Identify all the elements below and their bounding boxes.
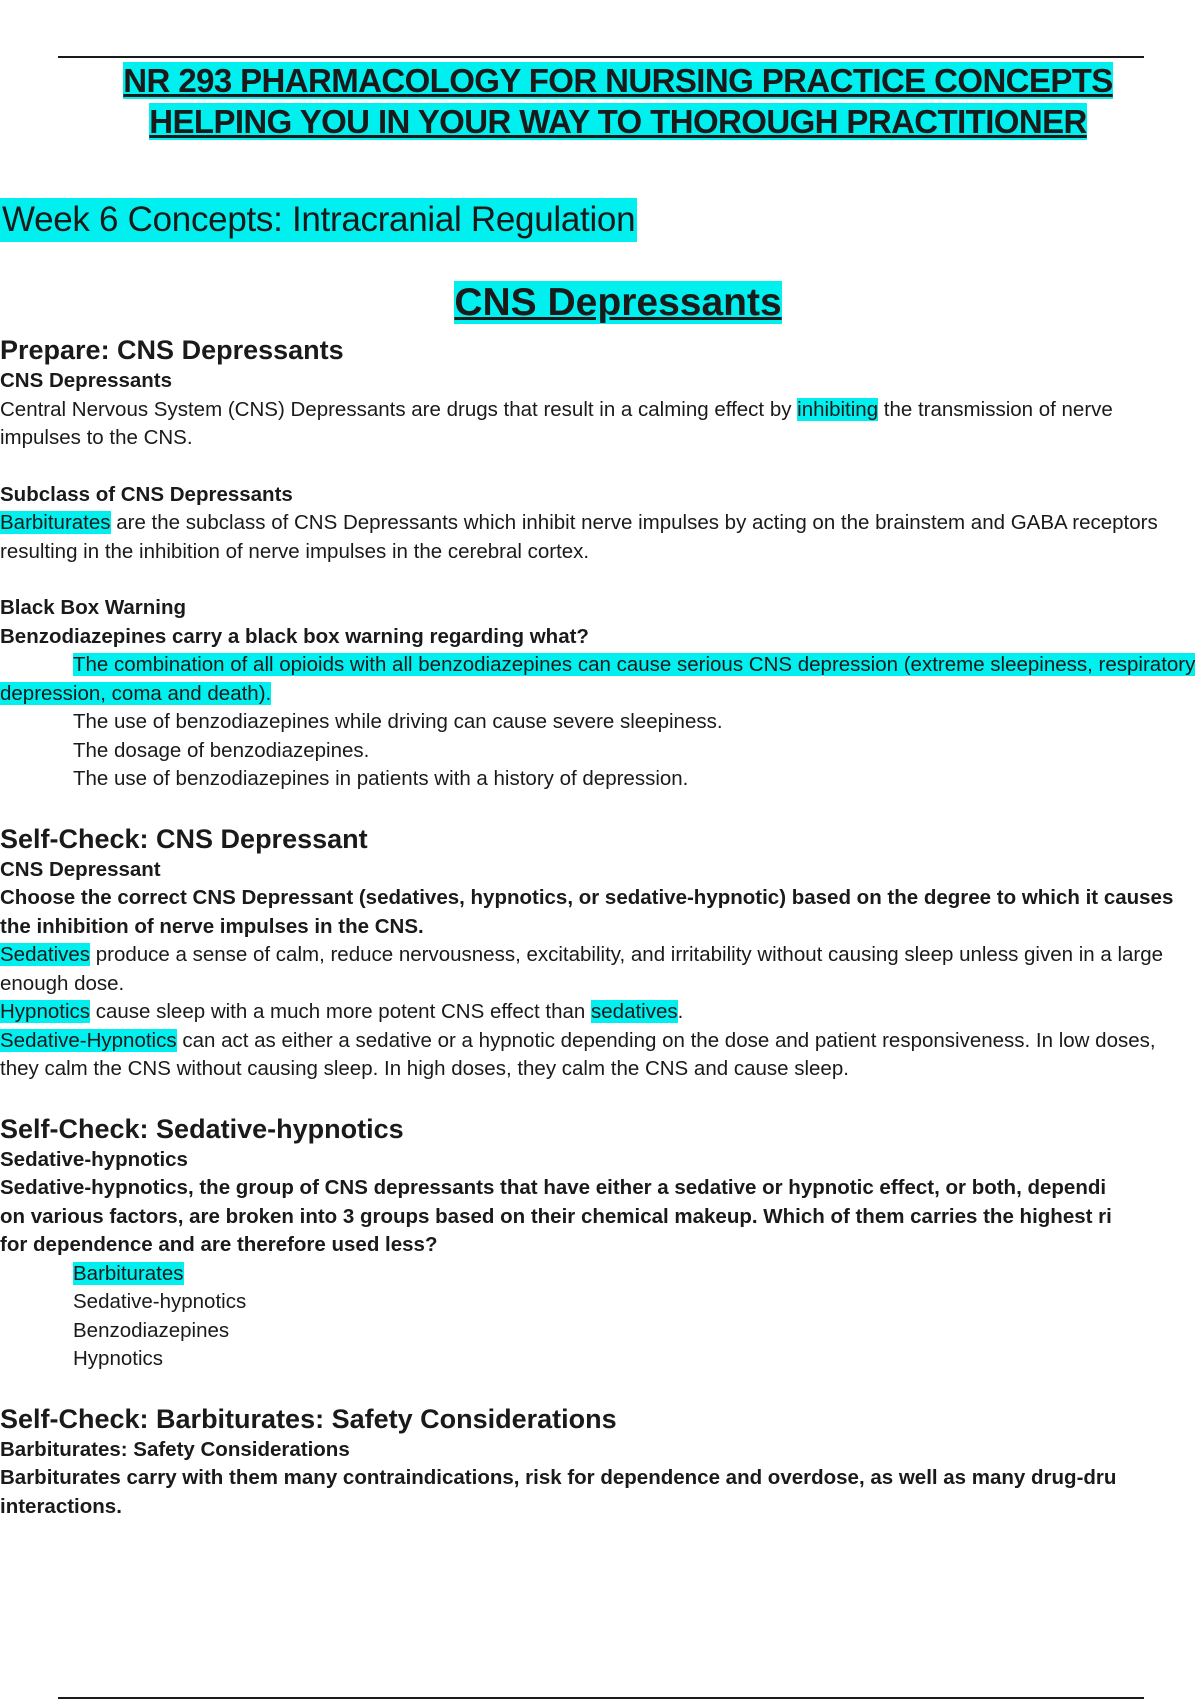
question-line-3: for dependence and are therefore used less? bbox=[0, 1233, 438, 1256]
option-item: The dosage of benzodiazepines. bbox=[73, 738, 370, 762]
highlight-barbiturates-answer: Barbiturates bbox=[73, 1261, 184, 1285]
main-heading-text: CNS Depressants bbox=[454, 281, 782, 324]
option-item: The use of benzodiazepines in patients with a history of depression. bbox=[73, 767, 689, 790]
title-line-2: HELPING YOU IN YOUR WAY TO THOROUGH PRACTITIONER bbox=[149, 103, 1087, 140]
option-item: The use of benzodiazepines while driving can cause severe sleepiness. bbox=[73, 710, 723, 733]
text-run: produce a sense of calm, reduce nervousness, excitability, and irritability without causing sleep unless given in a large enough dose. bbox=[0, 943, 1164, 995]
highlight-inhibiting: inhibiting bbox=[797, 397, 879, 421]
top-rule bbox=[58, 56, 1144, 58]
bottom-rule bbox=[58, 1697, 1144, 1699]
highlight-sedative-hypnotics: Sedative-Hypnotics bbox=[0, 1028, 177, 1052]
option-item: Benzodiazepines bbox=[73, 1318, 230, 1342]
answer-sedative-hypnotics bbox=[0, 1027, 1199, 1084]
text-run: Central Nervous System (CNS) Depressants are drugs that result in a calming effect by bbox=[0, 397, 798, 421]
subheading-sedative-hypnotics: Sedative-hypnotics bbox=[0, 1147, 188, 1171]
highlight-barbiturates: Barbiturates bbox=[0, 511, 111, 534]
question-cns-depressant: Choose the correct CNS Depressant (sedatives, hypnotics, or sedative-hypnotic) based on the degree to which it causes the inhibition of nerve impulses in the CNS. bbox=[0, 886, 1174, 938]
question-line-2: on various factors, are broken into 3 groups based on their chemical makeup. Which of them carries the highest ri bbox=[0, 1204, 1112, 1228]
question-black-box: Benzodiazepines carry a black box warning regarding what? bbox=[0, 624, 589, 648]
title-line-1: NR 293 PHARMACOLOGY FOR NURSING PRACTICE CONCEPTS bbox=[123, 62, 1113, 99]
subheading-subclass: Subclass of CNS Depressants bbox=[0, 482, 293, 506]
section-heading-selfcheck-cns: Self-Check: CNS Depressant bbox=[0, 823, 368, 854]
week-heading: Week 6 Concepts: Intracranial Regulation bbox=[0, 198, 637, 242]
text-run: can act as either a sedative or a hypnotic depending on the dose and patient responsiveness. In low doses, they calm the CNS without causing sleep. In high doses, they calm the CNS and cause sleep. bbox=[0, 1028, 1156, 1080]
answer-black-box bbox=[0, 651, 1199, 708]
main-heading bbox=[0, 280, 1200, 326]
section-heading-selfcheck-barbiturates: Self-Check: Barbiturates: Safety Considerations bbox=[0, 1403, 617, 1434]
question-line-1: Barbiturates carry with them many contraindications, risk for dependence and overdose, as well as many drug-dru bbox=[0, 1466, 1117, 1489]
question-line-1: Sedative-hypnotics, the group of CNS depressants that have either a sedative or hypnotic effect, or both, dependi bbox=[0, 1176, 1107, 1199]
paragraph-cns-definition bbox=[0, 396, 1199, 453]
option-item: Sedative-hypnotics bbox=[73, 1290, 247, 1313]
highlight-sedatives-2: sedatives bbox=[591, 1000, 678, 1023]
question-line-2: interactions. bbox=[0, 1494, 122, 1518]
text-run: cause sleep with a much more potent CNS effect than bbox=[90, 1000, 592, 1023]
answer-hypnotics bbox=[0, 998, 1199, 1027]
text-run: . bbox=[677, 1000, 684, 1023]
highlight-sedatives: Sedatives bbox=[0, 943, 91, 966]
document-body bbox=[0, 333, 1199, 1521]
section-heading-selfcheck-sedative: Self-Check: Sedative-hypnotics bbox=[0, 1113, 404, 1144]
answer-barbiturates bbox=[73, 1260, 1199, 1289]
highlight-hypnotics: Hypnotics bbox=[0, 1000, 91, 1023]
section-heading-prepare: Prepare: CNS Depressants bbox=[0, 335, 344, 365]
option-item: Hypnotics bbox=[73, 1347, 164, 1370]
subheading-black-box: Black Box Warning bbox=[0, 596, 187, 619]
paragraph-subclass bbox=[0, 509, 1199, 566]
answer-sedatives bbox=[0, 941, 1199, 998]
highlight-answer: The combination of all opioids with all benzodiazepines can cause serious CNS depression (extreme sleepiness, respiratory depression, coma and death). bbox=[0, 653, 1196, 705]
subheading-barbiturates-safety: Barbiturates: Safety Considerations bbox=[0, 1437, 350, 1461]
text-run: the transmission of nerve impulses to the CNS. bbox=[0, 397, 1113, 449]
document-title bbox=[0, 60, 1200, 142]
text-run: are the subclass of CNS Depressants which inhibit nerve impulses by acting on the brainstem and GABA receptors resulting in the inhibition of nerve impulses in the cerebral cortex. bbox=[0, 511, 1158, 563]
subheading-cns-depressant: CNS Depressant bbox=[0, 857, 161, 881]
subheading-cns-depressants: CNS Depressants bbox=[0, 369, 173, 392]
